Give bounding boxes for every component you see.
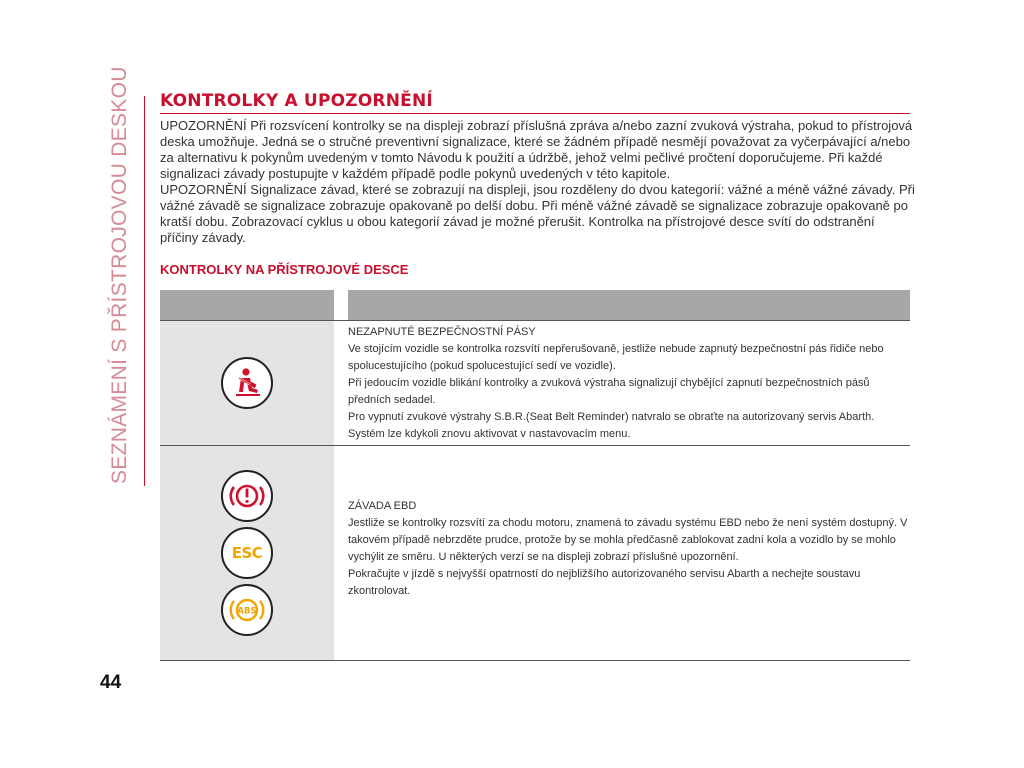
brake-warning-icon (221, 470, 273, 522)
seatbelt-warning-icon (221, 357, 273, 409)
section-side-title-text: SEZNÁMENÍ S PŘÍSTROJOVOU DESKOU (108, 66, 131, 484)
abs-icon (221, 584, 273, 636)
table-row-icon-cell (160, 446, 334, 660)
row-paragraph: Ve stojícím vozidle se kontrolka rozsvítí nepřerušovaně, jestliže nebude zapnutý bezpečnostní pás řidiče nebo spolucestujícího (pokud spolucestující sedí ve vozidle). (348, 343, 884, 372)
row-paragraph: Jestliže se kontrolky rozsvítí za chodu motoru, znamená to závadu systému EBD nebo že není systém dostupný. V takovém případě nebrzděte prudce, protože by se mohla předčasně zablokovat zadní kola a vozidlo by se mohlo vychýlit ze směru. U některých verzí se na displeji zobrazí příslušné upozornění. (348, 517, 908, 563)
warning-lights-table (160, 290, 910, 661)
row-paragraph: Pokračujte v jízdě s nejvyšší opatrností do nejbližšího autorizovaného servisu Abarth a nechejte soustavu zkontrolovat. (348, 568, 861, 597)
intro-paragraph-2: UPOZORNĚNÍ Signalizace závad, které se zobrazují na displeji, jsou rozděleny do dvou kategorií: vážné a méně vážné závady. Při vážné závadě se signalizace zobrazuje opakovaně po delší dobu. Při méně vážné závadě se signalizace zobrazuje opakovaně po kratší dobu. Zobrazovací cyklus u obou kategorií závad je možné přerušit. Kontrolka na přístrojové desce svítí do odstranění příčiny závady. (160, 182, 915, 245)
table-row-description (348, 446, 910, 660)
section-subheading: KONTROLKY NA PŘÍSTROJOVÉ DESCE (160, 262, 409, 277)
esc-icon (221, 527, 273, 579)
page-title: KONTROLKY A UPOZORNĚNÍ (160, 91, 910, 114)
row-paragraph: Pro vypnutí zvukové výstrahy S.B.R.(Seat Belt Reminder) natvralo se obraťte na autorizovaný servis Abarth. Systém lze kdykoli znovu aktivovat v nastavovacím menu. (348, 411, 875, 440)
table-header-description-column (348, 290, 910, 320)
table-row (160, 320, 910, 446)
table-header (160, 290, 910, 320)
intro-text (160, 118, 915, 246)
table-header-icon-column (160, 290, 334, 320)
table-row-icon-cell (160, 321, 334, 445)
intro-paragraph-1: UPOZORNĚNÍ Při rozsvícení kontrolky se na displeji zobrazí příslušná zpráva a/nebo zazní zvuková výstraha, pokud to přístrojová deska umožňuje. Jedná se o stručné preventivní signalizace, které se žádném případě nesmějí považovat za vyčerpávající a/nebo za alternativu k pokynům uvedeným v tomto Návodu k použití a údržbě, jehož velmi pečlivé pročtení doporučujeme. Při každé signalizaci závady postupujte v každém případě podle pokynů uvedených v této kapitole. (160, 118, 913, 181)
row-paragraph: Při jedoucím vozidle blikání kontrolky a zvuková výstraha signalizují chybějící zapnutí bezpečnostních pásů předních sedadel. (348, 377, 870, 406)
page-number: 44 (100, 672, 122, 693)
table-row (160, 446, 910, 661)
section-side-title (104, 66, 145, 486)
esc-icon-label: ESC (231, 544, 263, 562)
table-row-description (348, 321, 910, 445)
row-title: ZÁVADA EBD (348, 500, 417, 512)
row-title: NEZAPNUTÉ BEZPEČNOSTNÍ PÁSY (348, 326, 536, 338)
abs-icon-label: ABS (237, 606, 257, 617)
